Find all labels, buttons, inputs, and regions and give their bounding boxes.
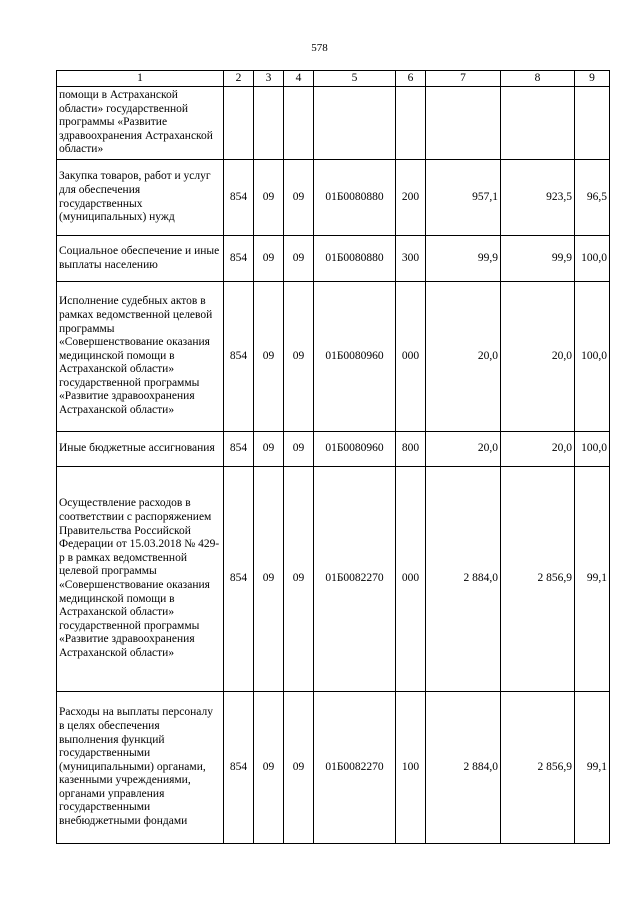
expense-type: 300 (396, 236, 426, 282)
table-row (57, 87, 610, 160)
execution-percent: 100,0 (575, 432, 610, 467)
executed-amount: 99,9 (501, 236, 575, 282)
execution-percent: 99,1 (575, 692, 610, 844)
col-header-4: 4 (284, 71, 314, 87)
col-header-3: 3 (254, 71, 284, 87)
subsection-code: 09 (284, 467, 314, 692)
execution-percent (575, 87, 610, 160)
section-code (254, 87, 284, 160)
planned-amount: 2 884,0 (426, 692, 501, 844)
target-article: 01Б0080880 (314, 236, 396, 282)
section-code: 09 (254, 160, 284, 236)
section-code: 09 (254, 282, 284, 432)
expense-type: 800 (396, 432, 426, 467)
subsection-code: 09 (284, 160, 314, 236)
ministry-code (224, 87, 254, 160)
target-article: 01Б0080880 (314, 160, 396, 236)
col-header-6: 6 (396, 71, 426, 87)
header-row (57, 71, 610, 87)
ministry-code: 854 (224, 467, 254, 692)
expense-name: помощи в Астраханской области» государственной программы «Развитие здравоохранения Астраханской области» (57, 87, 224, 160)
executed-amount: 20,0 (501, 432, 575, 467)
executed-amount: 2 856,9 (501, 692, 575, 844)
executed-amount: 20,0 (501, 282, 575, 432)
ministry-code: 854 (224, 160, 254, 236)
expense-name: Осуществление расходов в соответствии с распоряжением Правительства Российской Федерации от 15.03.2018 № 429-р в рамках ведомственной целевой программы «Совершенствование оказания медицинской помощи в Астраханской области» государственной программы «Развитие здравоохранения Астраханской области» (57, 467, 224, 692)
table-row (57, 467, 610, 692)
planned-amount (426, 87, 501, 160)
executed-amount: 923,5 (501, 160, 575, 236)
execution-percent: 100,0 (575, 282, 610, 432)
target-article: 01Б0080960 (314, 282, 396, 432)
table-row (57, 282, 610, 432)
table-row (57, 160, 610, 236)
subsection-code: 09 (284, 236, 314, 282)
target-article (314, 87, 396, 160)
planned-amount: 20,0 (426, 282, 501, 432)
ministry-code: 854 (224, 432, 254, 467)
col-header-9: 9 (575, 71, 610, 87)
section-code: 09 (254, 236, 284, 282)
table-row (57, 236, 610, 282)
section-code: 09 (254, 692, 284, 844)
ministry-code: 854 (224, 692, 254, 844)
planned-amount: 957,1 (426, 160, 501, 236)
expense-name: Закупка товаров, работ и услуг для обеспечения государственных (муниципальных) нужд (57, 160, 224, 236)
expense-name: Социальное обеспечение и иные выплаты населению (57, 236, 224, 282)
expense-name: Расходы на выплаты персоналу в целях обеспечения выполнения функций государственными (муниципальными) органами, казенными учреждениями, органами управления государственными внебюджетными фондами (57, 692, 224, 844)
subsection-code: 09 (284, 282, 314, 432)
subsection-code (284, 87, 314, 160)
target-article: 01Б0082270 (314, 467, 396, 692)
executed-amount: 2 856,9 (501, 467, 575, 692)
col-header-7: 7 (426, 71, 501, 87)
expense-type (396, 87, 426, 160)
executed-amount (501, 87, 575, 160)
expense-type: 000 (396, 282, 426, 432)
col-header-8: 8 (501, 71, 575, 87)
col-header-2: 2 (224, 71, 254, 87)
expense-name: Исполнение судебных актов в рамках ведомственной целевой программы «Совершенствование оказания медицинской помощи в Астраханской области» государственной программы «Развитие здравоохранения Астраханской области» (57, 282, 224, 432)
expense-type: 100 (396, 692, 426, 844)
planned-amount: 2 884,0 (426, 467, 501, 692)
target-article: 01Б0082270 (314, 692, 396, 844)
planned-amount: 20,0 (426, 432, 501, 467)
execution-percent: 96,5 (575, 160, 610, 236)
subsection-code: 09 (284, 432, 314, 467)
subsection-code: 09 (284, 692, 314, 844)
col-header-5: 5 (314, 71, 396, 87)
planned-amount: 99,9 (426, 236, 501, 282)
expense-type: 200 (396, 160, 426, 236)
target-article: 01Б0080960 (314, 432, 396, 467)
section-code: 09 (254, 432, 284, 467)
budget-table (56, 70, 610, 844)
col-header-1: 1 (57, 71, 224, 87)
table-row (57, 432, 610, 467)
expense-type: 000 (396, 467, 426, 692)
execution-percent: 100,0 (575, 236, 610, 282)
section-code: 09 (254, 467, 284, 692)
ministry-code: 854 (224, 282, 254, 432)
expense-name: Иные бюджетные ассигнования (57, 432, 224, 467)
page-number: 578 (311, 42, 328, 54)
execution-percent: 99,1 (575, 467, 610, 692)
table-row (57, 692, 610, 844)
ministry-code: 854 (224, 236, 254, 282)
